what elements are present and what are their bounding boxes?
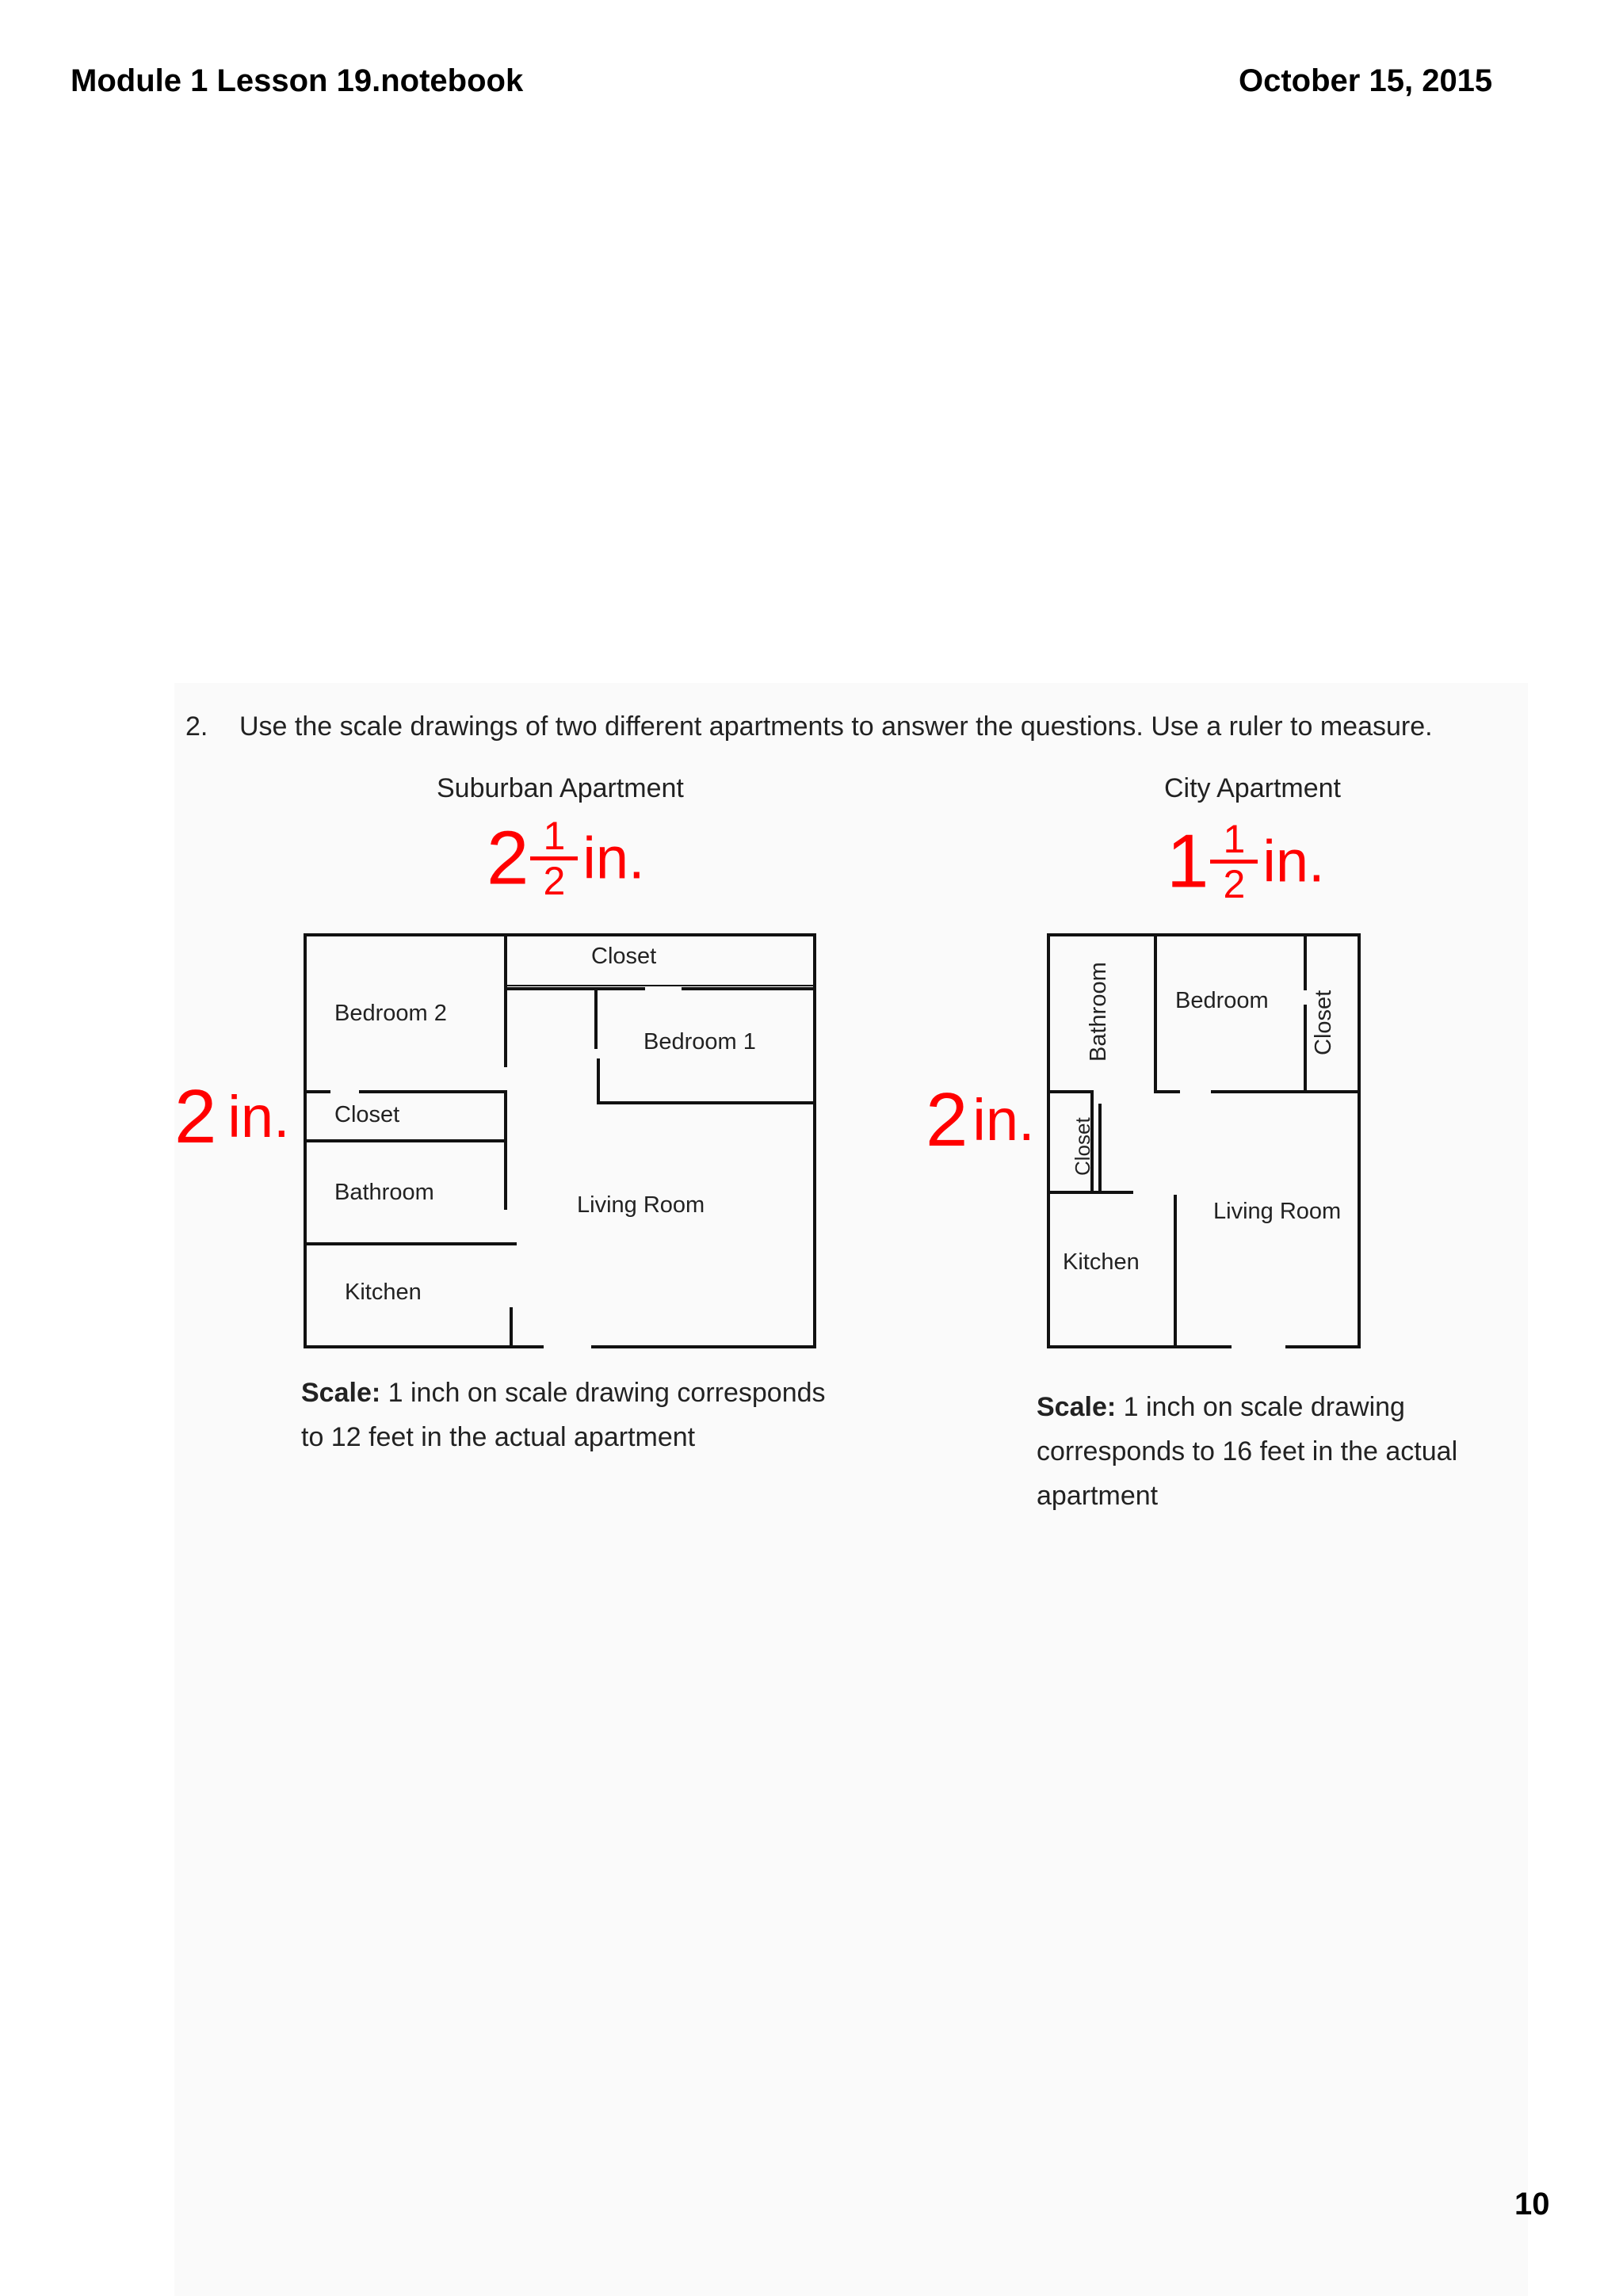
suburban-width-whole: 2 [487,815,529,901]
document-date: October 15, 2015 [1239,63,1493,98]
page-number: 10 [1514,2187,1550,2222]
city-width-unit: in. [1262,828,1325,894]
city-bathroom-label: Bathroom [1086,962,1111,1062]
city-scale-line1: 1 inch on scale drawing [1123,1392,1405,1422]
suburban-height-unit: in. [227,1084,290,1150]
suburban-closet-top-label: Closet [591,944,657,969]
suburban-bathroom-label: Bathroom [334,1180,434,1205]
city-closet-left-label: Closet [1071,1117,1094,1176]
city-room-labels [1063,962,1341,1275]
city-scale-label: Scale: [1037,1392,1117,1422]
suburban-scale-label: Scale: [301,1378,381,1408]
suburban-height-value: 2 [174,1074,217,1159]
problem-text: Use the scale drawings of two different apartments to answer the questions. Use a ruler to measure. [239,711,1433,742]
suburban-width-denominator: 2 [543,859,566,903]
suburban-living-room-label: Living Room [577,1192,705,1218]
suburban-bedroom1-label: Bedroom 1 [643,1029,756,1055]
city-width-whole: 1 [1167,818,1209,904]
city-scale-line2: corresponds to 16 feet in the actual [1037,1436,1458,1466]
city-scale-line3: apartment [1037,1481,1159,1511]
suburban-room-labels [334,944,756,1305]
city-closet-right-label: Closet [1311,990,1336,1055]
city-height-value: 2 [926,1077,968,1162]
suburban-closet-left-label: Closet [334,1102,400,1127]
city-height-unit: in. [972,1087,1035,1153]
suburban-apartment-title: Suburban Apartment [437,773,684,803]
suburban-width-numerator: 1 [543,814,566,858]
city-width-denominator: 2 [1223,862,1246,906]
suburban-scale-line1: 1 inch on scale drawing corresponds [388,1378,826,1408]
suburban-kitchen-label: Kitchen [345,1280,422,1305]
problem-number: 2. [185,711,208,742]
city-kitchen-label: Kitchen [1063,1249,1140,1275]
city-scale-note [1037,1385,1457,1518]
suburban-scale-note [301,1371,826,1459]
suburban-bedroom2-label: Bedroom 2 [334,1001,447,1026]
city-living-room-label: Living Room [1213,1199,1342,1224]
suburban-scale-line2: to 12 feet in the actual apartment [301,1422,696,1452]
city-width-numerator: 1 [1223,817,1246,861]
city-apartment-title: City Apartment [1164,773,1341,803]
document-title: Module 1 Lesson 19.notebook [71,63,524,98]
city-bedroom-label: Bedroom [1175,988,1269,1013]
suburban-width-unit: in. [582,825,645,891]
